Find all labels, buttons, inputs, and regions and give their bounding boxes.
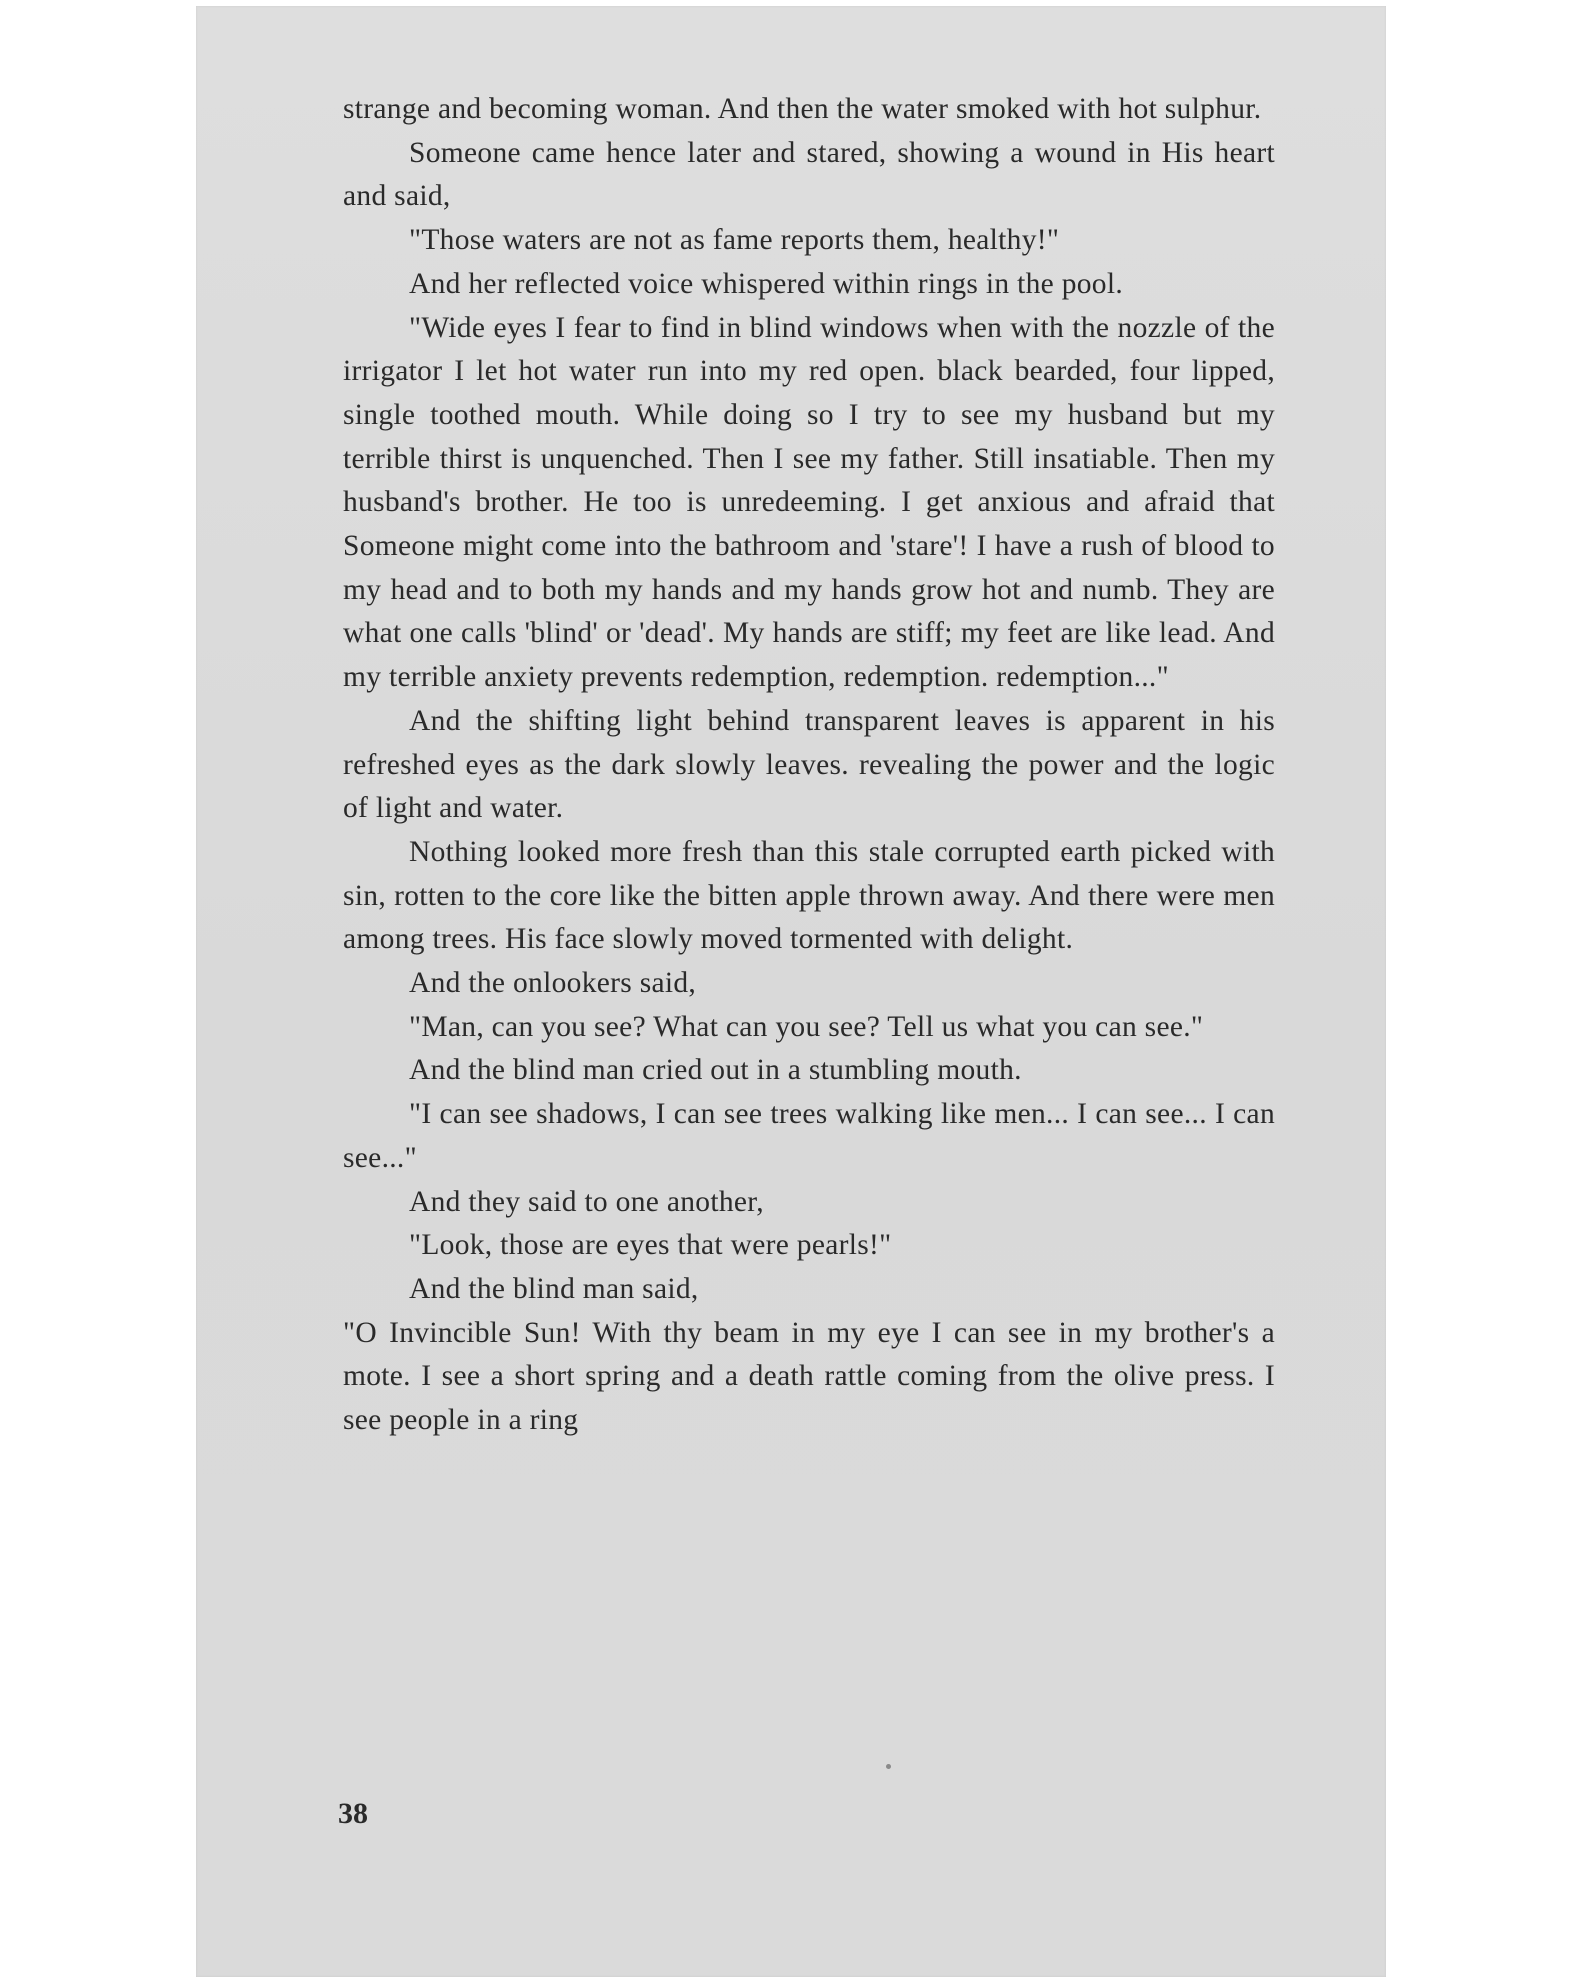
- page-number: 38: [338, 1797, 368, 1830]
- paragraph: And they said to one another,: [409, 1185, 764, 1218]
- paragraph: And the blind man said,: [409, 1272, 699, 1305]
- paragraph: And the shifting light behind transparent leaves is apparent in his refreshed eyes as the dark slowly leaves. revealing the power and the logic of light and water.: [343, 704, 1275, 825]
- paragraph: "Man, can you see? What can you see? Tell us what you can see.": [409, 1010, 1204, 1043]
- body-text: [343, 88, 1275, 1443]
- ink-speck: [886, 1764, 891, 1769]
- paragraph: Nothing looked more fresh than this stale corrupted earth picked with sin, rotten to the core like the bitten apple thrown away. And there were men among trees. His face slowly moved tormented with delight.: [343, 835, 1275, 956]
- paragraph: "I can see shadows, I can see trees walking like men... I can see... I can see...": [343, 1098, 1275, 1174]
- paragraph: "Look, those are eyes that were pearls!": [409, 1229, 892, 1262]
- paragraph: "O Invincible Sun! With thy beam in my eye I can see in my brother's a mote. I see a short spring and a death rattle coming from the olive press. I see people in a ring: [343, 1316, 1275, 1437]
- paragraph: And her reflected voice whispered within rings in the pool.: [409, 267, 1124, 300]
- paragraph: Someone came hence later and stared, showing a wound in His heart and said,: [343, 136, 1275, 213]
- paragraph: And the onlookers said,: [409, 967, 697, 1000]
- paragraph: "Those waters are not as fame reports them, healthy!": [409, 224, 1060, 257]
- paragraph: "Wide eyes I fear to find in blind windows when with the nozzle of the irrigator I let hot water run into my red open. black bearded, four lipped, single toothed mouth. While doing so I try to see my husband but my terrible thirst is unquenched. Then I see my father. Still insatiable. Then my husband's brother. He too is unredeeming. I get anxious and afraid that Someone might come into the bathroom and 'stare'! I have a rush of blood to my head and to both my hands and my hands grow hot and numb. They are what one calls 'blind' or 'dead'. My hands are stiff; my feet are like lead. And my terrible anxiety prevents redemption, redemption. redemption...": [343, 311, 1275, 694]
- book-page: [196, 6, 1386, 1977]
- paragraph: And the blind man cried out in a stumbling mouth.: [409, 1054, 1022, 1087]
- paragraph: strange and becoming woman. And then the water smoked with hot sulphur.: [343, 93, 1262, 125]
